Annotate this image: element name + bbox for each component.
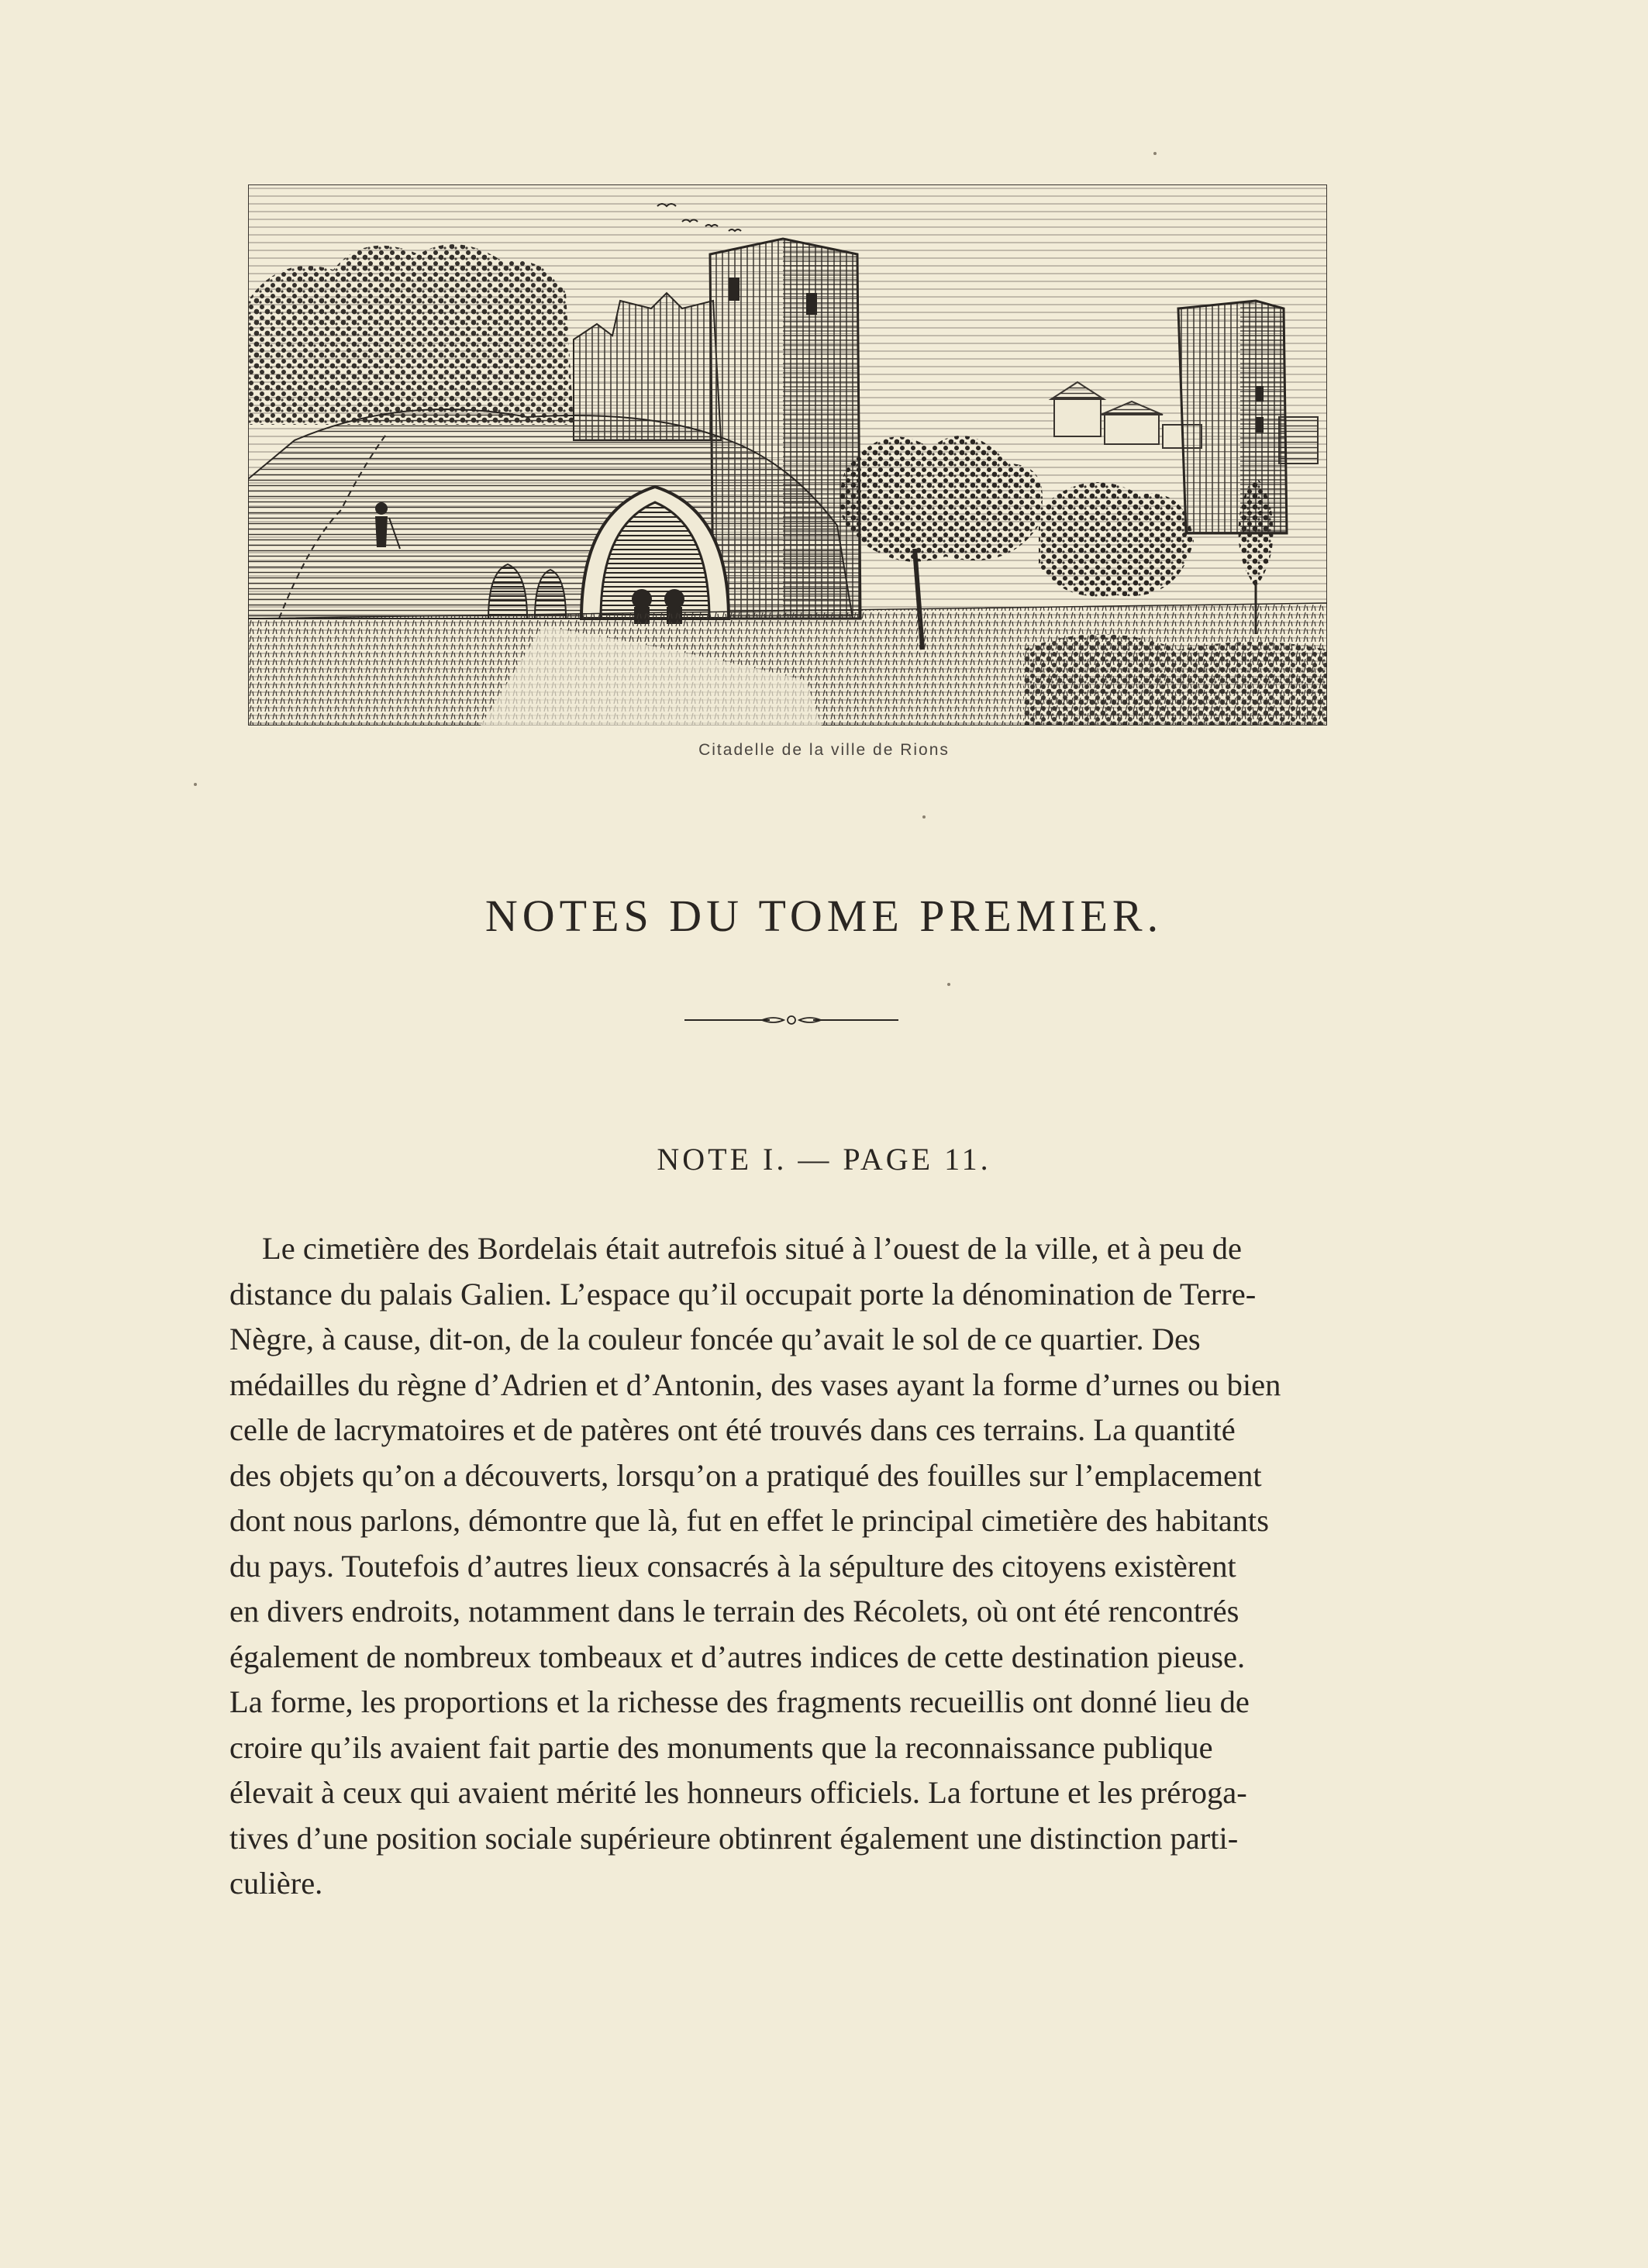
title-ornament <box>684 1014 898 1026</box>
background-trees <box>248 244 574 425</box>
note-heading: NOTE I. — PAGE 11. <box>657 1142 991 1177</box>
text-line: en divers endroits, notamment dans le terrain des Récolets, où ont été rencontrés <box>229 1594 1239 1629</box>
text-line: également de nombreux tombeaux et d’autres indices de cette destination pieuse. <box>229 1639 1246 1674</box>
text-line: élevait à ceux qui avaient mérité les honneurs officiels. La fortune et les préroga- <box>229 1775 1247 1810</box>
paper-speck <box>1153 152 1157 155</box>
text-line: médailles du règne d’Adrien et d’Antonin, des vases ayant la forme d’urnes ou bien <box>229 1367 1281 1402</box>
paper-speck <box>922 815 926 819</box>
paper-speck <box>194 783 197 786</box>
text-line: celle de lacrymatoires et de patères ont été trouvés dans ces terrains. La quantité <box>229 1412 1236 1447</box>
paper-speck <box>947 983 950 986</box>
text-line: La forme, les proportions et la richesse des fragments recueillis ont donné lieu de <box>229 1684 1250 1719</box>
text-line: culière. <box>229 1866 323 1901</box>
citadel-engraving <box>248 184 1327 726</box>
page-title: NOTES DU TOME PREMIER. <box>484 891 1164 941</box>
text-line: des objets qu’on a découverts, lorsqu’on a pratiqué des fouilles sur l’emplacement <box>229 1457 1262 1493</box>
text-line: du pays. Toutefois d’autres lieux consacrés à la sépulture des citoyens existèrent <box>229 1548 1236 1584</box>
text-line: distance du palais Galien. L’espace qu’il occupait porte la dénomination de Terre- <box>229 1276 1257 1312</box>
right-trees <box>1039 482 1194 597</box>
engraving-caption: Citadelle de la ville de Rions <box>698 741 950 759</box>
text-line: croire qu’ils avaient fait partie des monuments que la reconnaissance publique <box>229 1729 1213 1765</box>
text-line: Nègre, à cause, dit-on, de la couleur foncée qu’avait le sol de ce quartier. Des <box>229 1322 1201 1356</box>
text-line: Le cimetière des Bordelais était autrefois situé à l’ouest de la ville, et à peu de <box>262 1231 1243 1266</box>
note-body <box>229 1226 1347 1907</box>
text-line: dont nous parlons, démontre que là, fut en effet le principal cimetière des habitants <box>229 1503 1269 1538</box>
right-tower <box>1178 301 1287 533</box>
text-line: tives d’une position sociale supérieure obtinrent également une distinction parti- <box>229 1820 1239 1856</box>
